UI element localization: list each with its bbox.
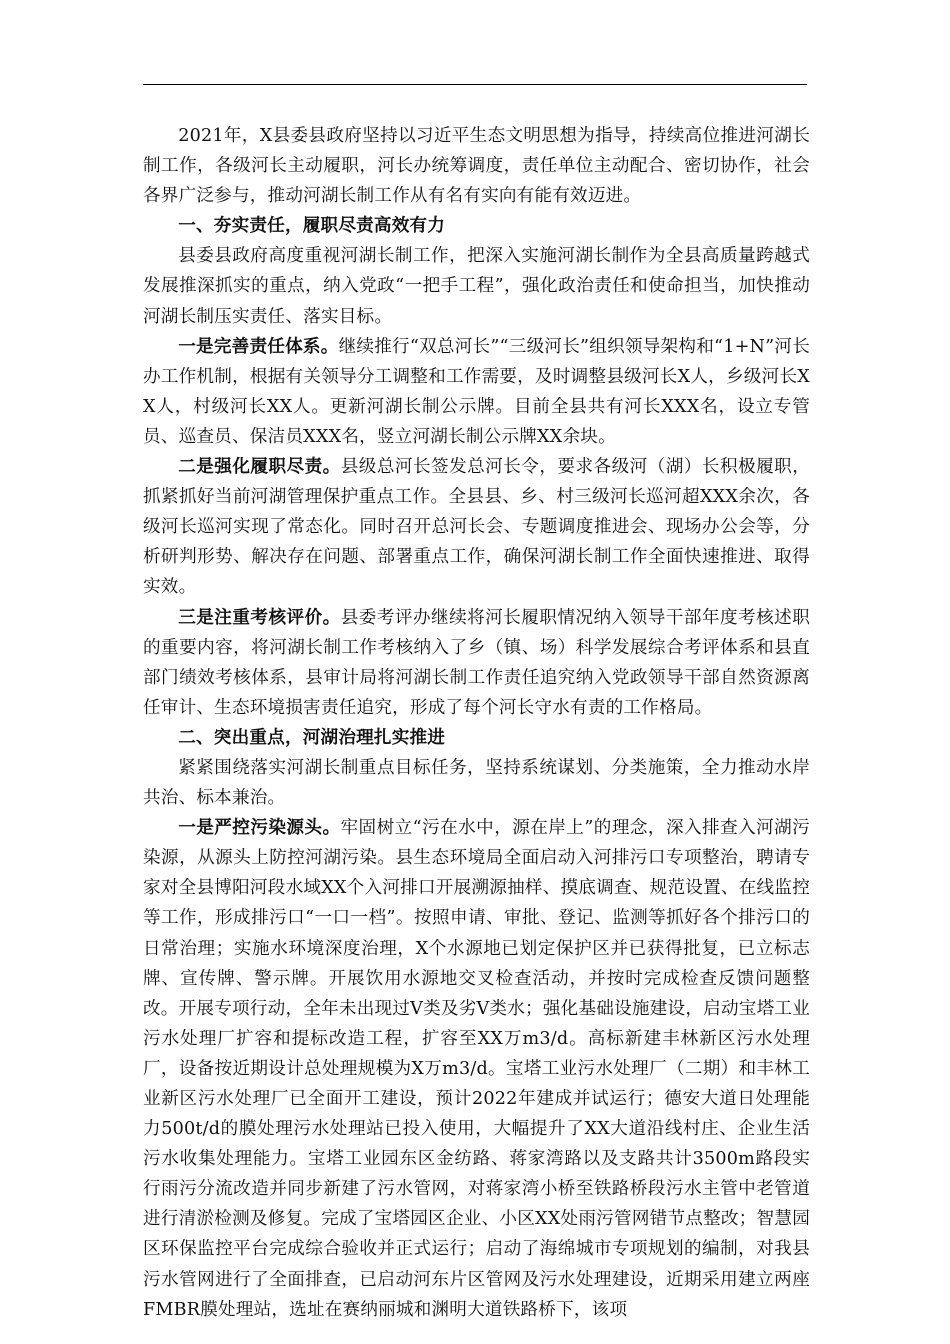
section-1-heading: 一、夯实责任，履职尽责高效有力 <box>178 215 446 237</box>
section-2-heading: 二、突出重点，河湖治理扎实推进 <box>178 726 446 748</box>
section-2-intro: 紧紧围绕落实河湖长制重点目标任务，坚持系统谋划、分类施策，全力推动水岸共治、标本兼治。 <box>143 757 810 809</box>
item-text: 继续推行“双总河长”“三级河长”组织领导架构和“1+N”河长办工作机制，根据有关领导分工调整和工作需要，及时调整县级河长X人，乡级河长XX人，村级河长XX人。更新河湖长制公示牌。目前全县共有河长XXX名，设立专管员、巡查员、保洁员XXX名，竖立河湖长制公示牌XX余块。 <box>143 336 810 447</box>
header-rule <box>143 84 807 85</box>
item-text: 县委考评办继续将河长履职情况纳入领导干部年度考核述职的重要内容，将河湖长制工作考核纳入了乡（镇、场）科学发展综合考评体系和县直部门绩效考核体系，县审计局将河湖长制工作责任追究纳入党政领导干部自然资源离任审计、生态环境损害责任追究，形成了每个河长守水有责的工作格局。 <box>143 607 810 718</box>
document-body <box>143 121 810 1325</box>
section-1-item-2 <box>143 452 810 602</box>
item-lead: 一是完善责任体系。 <box>178 335 339 357</box>
section-1-item-1 <box>143 332 810 452</box>
section-1-intro: 县委县政府高度重视河湖长制工作，把深入实施河湖长制作为全县高质量跨越式发展推深抓实的重点，纳入党政“一把手工程”，强化政治责任和使命担当，加快推动河湖长制压实责任、落实目标。 <box>143 246 810 327</box>
item-lead: 一是严控污染源头。 <box>178 817 341 839</box>
item-text: 牢固树立“污在水中，源在岸上”的理念，深入排查入河湖污染源，从源头上防控河湖污染。县生态环境局全面启动入河排污口专项整治，聘请专家对全县博阳河段水域XX个入河排口开展溯源抽样、摸底调查、规范设置、在线监控等工作，形成排污口“一口一档”。按照申请、审批、登记、监测等抓好各个排污口的日常治理；实施水环境深度治理，X个水源地已划定保护区并已获得批复，已立标志牌、宣传牌、警示牌。开展饮用水源地交叉检查活动，并按时完成检查反馈问题整改。开展专项行动，全年未出现过Ⅴ类及劣Ⅴ类水；强化基础设施建设，启动宝塔工业污水处理厂扩容和提标改造工程，扩容至XX万m3/d。高标新建丰林新区污水处理厂，设备按近期设计总处理规模为X万m3/d。宝塔工业污水处理厂（二期）和丰林工业新区污水处理厂已全面开工建设，预计2022年建成并试运行；德安大道日处理能力500t/d的膜处理污水处理站已投入使用，大幅提升了XX大道沿线村庄、企业生活污水收集处理能力。宝塔工业园东区金纺路、蒋家湾路以及支路共计3500m路段实行雨污分流改造并同步新建了污水管网，对蒋家湾小桥至铁路桥段污水主管中老管道进行清淤检测及修复。完成了宝塔园区企业、小区XX处雨污管网错节点整改；智慧园区环保监控平台完成综合验收并正式运行；启动了海绵城市专项规划的编制，对我县污水管网进行了全面排查，已启动河东片区管网及污水处理建设，近期采用建立两座FMBR膜处理站，选址在赛纳丽城和渊明大道铁路桥下，该项 <box>143 818 810 1320</box>
intro-paragraph: 2021年，X县委县政府坚持以习近平生态文明思想为指导，持续高位推进河湖长制工作，各级河长主动履职，河长办统筹调度，责任单位主动配合、密切协作，社会各界广泛参与，推动河湖长制工作从有名有实向有能有效迈进。 <box>143 126 810 207</box>
item-lead: 二是强化履职尽责。 <box>178 456 341 478</box>
section-2-item-1 <box>143 813 810 1325</box>
item-text: 县级总河长签发总河长令，要求各级河（湖）长积极履职，抓紧抓好当前河湖管理保护重点工作。全县县、乡、村三级河长巡河超XXX余次，各级河长巡河实现了常态化。同时召开总河长会、专题调度推进会、现场办公会等，分析研判形势、解决存在问题、部署重点工作，确保河湖长制工作全面快速推进、取得实效。 <box>143 457 810 598</box>
item-lead: 三是注重考核评价。 <box>178 606 341 628</box>
section-1-item-3 <box>143 603 810 723</box>
